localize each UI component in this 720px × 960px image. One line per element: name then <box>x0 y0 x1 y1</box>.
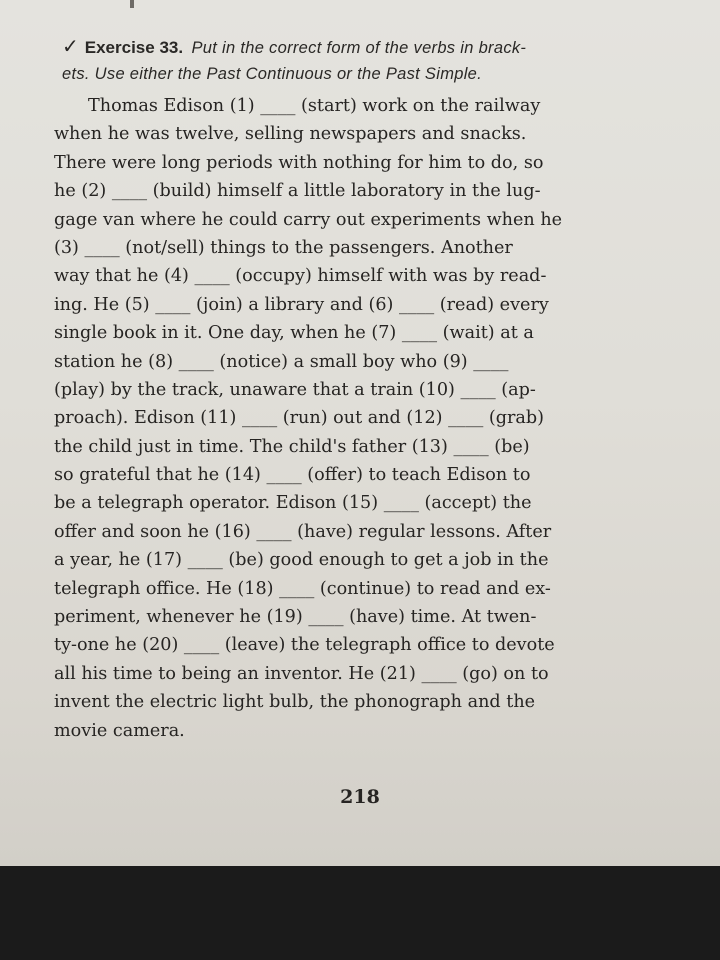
text-line: (3) ____ (not/sell) things to the passengers. Another <box>54 237 513 258</box>
exercise-label: Exercise 33. <box>84 38 184 57</box>
text-line: ing. He (5) ____ (join) a library and (6) ____ (read) every <box>54 294 549 315</box>
text-line: all his time to being an inventor. He (21) ____ (go) on to <box>54 663 549 684</box>
text-line: he (2) ____ (build) himself a little laboratory in the lug- <box>54 181 541 202</box>
text-line: (play) by the track, unaware that a train (10) ____ (ap- <box>54 379 536 400</box>
text-line: when he was twelve, selling newspapers and snacks. <box>54 124 527 145</box>
text-line: proach). Edison (11) ____ (run) out and (12) ____ (grab) <box>54 408 545 429</box>
check-mark-icon: ✓ <box>62 34 79 58</box>
text-line: so grateful that he (14) ____ (offer) to teach Edison to <box>54 465 531 486</box>
text-line: Thomas Edison (1) ____ (start) work on the railway <box>88 96 541 116</box>
text-line: periment, whenever he (19) ____ (have) time. At twen- <box>54 607 537 628</box>
text-line: offer and soon he (16) ____ (have) regular lessons. After <box>54 521 552 542</box>
text-line: single book in it. One day, when he (7) ____ (wait) at a <box>54 323 534 344</box>
text-line: movie camera. <box>54 720 185 741</box>
text-line: be a telegraph operator. Edison (15) ____ (accept) the <box>54 493 532 514</box>
text-line: telegraph office. He (18) ____ (continue) to read and ex- <box>54 578 551 599</box>
text-line: invent the electric light bulb, the phonograph and the <box>54 692 536 713</box>
exercise-text <box>54 92 704 745</box>
page-number: 218 <box>340 786 380 808</box>
text-line: the child just in time. The child's father (13) ____ (be) <box>54 436 530 457</box>
exercise-header <box>62 34 702 86</box>
top-rule <box>130 0 134 8</box>
text-line: station he (8) ____ (notice) a small boy who (9) ____ <box>54 351 509 372</box>
exercise-instruction-line2: ets. Use either the Past Continuous or the Past Simple. <box>62 65 483 83</box>
text-line: There were long periods with nothing for him to do, so <box>54 152 544 173</box>
exercise-instruction-line1: Put in the correct form of the verbs in brack- <box>191 39 527 57</box>
text-line: way that he (4) ____ (occupy) himself with was by read- <box>54 266 547 287</box>
text-line: ty-one he (20) ____ (leave) the telegraph office to devote <box>54 635 555 656</box>
text-line: a year, he (17) ____ (be) good enough to get a job in the <box>54 550 549 571</box>
text-line: gage van where he could carry out experiments when he <box>54 209 563 230</box>
